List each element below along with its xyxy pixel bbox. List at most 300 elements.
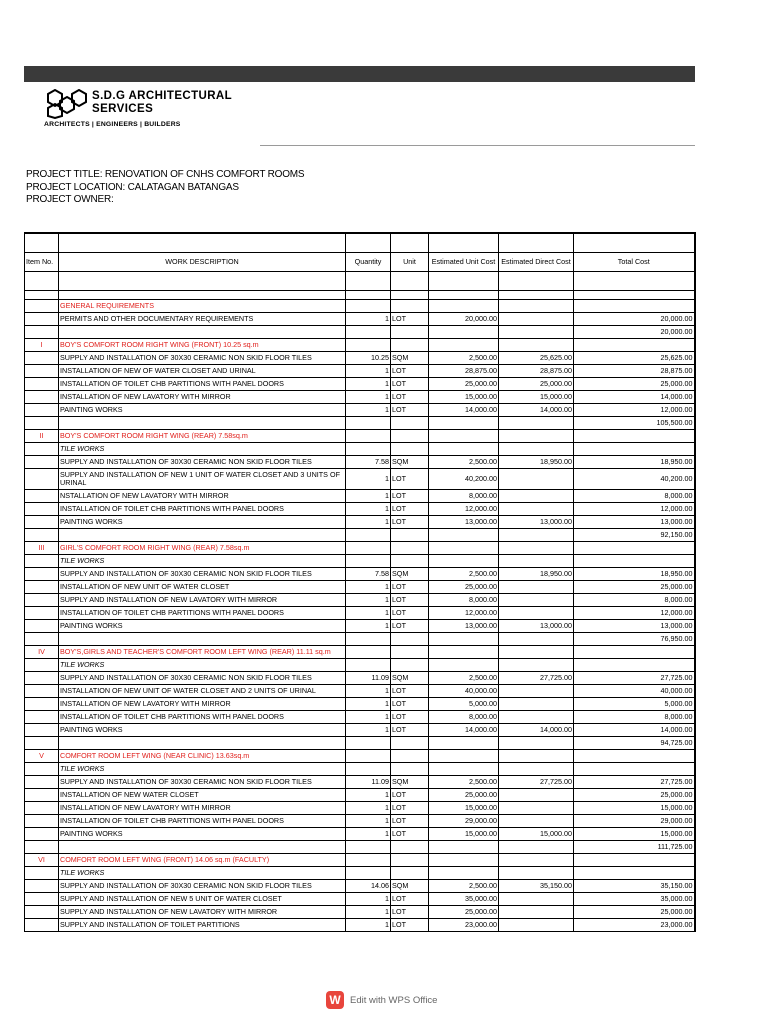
est-unit-cost: 20,000.00 (429, 313, 499, 326)
est-unit-cost: 8,000.00 (429, 711, 499, 724)
est-direct-cost: 28,875.00 (499, 365, 574, 378)
est-direct-cost (499, 594, 574, 607)
work-description: PAINTING WORKS (59, 620, 346, 633)
section-title-row (25, 300, 695, 313)
quantity: 1 (346, 378, 391, 391)
empty-cell (429, 443, 499, 456)
unit: LOT (391, 490, 429, 503)
work-description: INSTALLATION OF TOILET CHB PARTITIONS WITH PANEL DOORS (59, 711, 346, 724)
work-description: INSTALLATION OF TOILET CHB PARTITIONS WITH PANEL DOORS (59, 607, 346, 620)
item-no-cell (25, 568, 59, 581)
empty-cell (574, 443, 695, 456)
item-no-cell (25, 776, 59, 789)
item-no-cell (25, 672, 59, 685)
empty-cell (391, 659, 429, 672)
empty-cell (429, 326, 499, 339)
est-direct-cost (499, 607, 574, 620)
subtotal-row (25, 737, 695, 750)
est-direct-cost (499, 313, 574, 326)
item-no-cell (25, 906, 59, 919)
quantity: 1 (346, 685, 391, 698)
subtotal-row (25, 326, 695, 339)
wps-icon: W (326, 991, 344, 1009)
work-description: PAINTING WORKS (59, 404, 346, 417)
empty-cell (346, 443, 391, 456)
quantity: 1 (346, 607, 391, 620)
est-direct-cost (499, 581, 574, 594)
empty-cell (429, 867, 499, 880)
est-direct-cost (499, 490, 574, 503)
empty-cell (574, 300, 695, 313)
table-row (25, 503, 695, 516)
quantity: 11.09 (346, 776, 391, 789)
header-bar (24, 66, 695, 82)
empty-cell (346, 659, 391, 672)
est-direct-cost (499, 711, 574, 724)
empty-cell (499, 417, 574, 430)
quantity: 1 (346, 711, 391, 724)
table-row (25, 672, 695, 685)
empty-cell (346, 300, 391, 313)
empty-cell (346, 542, 391, 555)
empty-cell (499, 339, 574, 352)
item-no-cell (25, 724, 59, 737)
unit: SQM (391, 456, 429, 469)
item-no-cell (25, 352, 59, 365)
work-description: SUPPLY AND INSTALLATION OF 30X30 CERAMIC NON SKID FLOOR TILES (59, 776, 346, 789)
est-direct-cost: 25,000.00 (499, 378, 574, 391)
empty-cell (429, 430, 499, 443)
empty-cell (499, 841, 574, 854)
empty-cell (391, 750, 429, 763)
empty-cell (391, 555, 429, 568)
empty-cell (429, 529, 499, 542)
empty-cell (429, 750, 499, 763)
empty-cell (346, 326, 391, 339)
work-description: SUPPLY AND INSTALLATION OF NEW 1 UNIT OF WATER CLOSET AND 3 UNITS OF URINAL (59, 469, 346, 490)
empty-cell (346, 417, 391, 430)
est-unit-cost: 12,000.00 (429, 503, 499, 516)
table-row (25, 581, 695, 594)
work-description: INSTALLATION OF NEW UNIT OF WATER CLOSET AND 2 UNITS OF URINAL (59, 685, 346, 698)
empty-cell (59, 841, 346, 854)
section-title-row (25, 646, 695, 659)
est-unit-cost: 15,000.00 (429, 802, 499, 815)
item-no-cell (25, 893, 59, 906)
item-no-cell (25, 620, 59, 633)
work-description: SUPPLY AND INSTALLATION OF TOILET PARTITIONS (59, 919, 346, 932)
unit: LOT (391, 724, 429, 737)
work-description: PAINTING WORKS (59, 724, 346, 737)
total-cost: 27,725.00 (574, 672, 695, 685)
quantity: 1 (346, 516, 391, 529)
table-row (25, 802, 695, 815)
item-no: I (25, 339, 59, 352)
empty-cell (391, 430, 429, 443)
subheading-row (25, 763, 695, 776)
section-title-row (25, 542, 695, 555)
unit: LOT (391, 893, 429, 906)
est-direct-cost: 13,000.00 (499, 516, 574, 529)
item-no-cell (25, 880, 59, 893)
table-row (25, 456, 695, 469)
total-cost: 8,000.00 (574, 594, 695, 607)
divider (260, 145, 695, 146)
est-direct-cost: 18,950.00 (499, 568, 574, 581)
est-unit-cost: 2,500.00 (429, 776, 499, 789)
table-row (25, 919, 695, 932)
header-est-direct-cost: Estimated Direct Cost (499, 253, 574, 272)
subheading-row (25, 659, 695, 672)
est-direct-cost (499, 698, 574, 711)
work-description: SUPPLY AND INSTALLATION OF 30X30 CERAMIC NON SKID FLOOR TILES (59, 456, 346, 469)
empty-cell (574, 339, 695, 352)
item-no-cell (25, 698, 59, 711)
est-unit-cost: 40,000.00 (429, 685, 499, 698)
est-unit-cost: 2,500.00 (429, 568, 499, 581)
quantity: 11.09 (346, 672, 391, 685)
table-row (25, 828, 695, 841)
unit: LOT (391, 711, 429, 724)
work-description: SUPPLY AND INSTALLATION OF NEW 5 UNIT OF WATER CLOSET (59, 893, 346, 906)
item-no: V (25, 750, 59, 763)
subtotal-row (25, 529, 695, 542)
empty-cell (499, 750, 574, 763)
est-unit-cost: 15,000.00 (429, 391, 499, 404)
empty-cell (59, 737, 346, 750)
item-no-cell (25, 828, 59, 841)
empty-cell (429, 633, 499, 646)
section-title-row (25, 339, 695, 352)
est-unit-cost: 2,500.00 (429, 352, 499, 365)
table-row (25, 880, 695, 893)
est-direct-cost (499, 893, 574, 906)
empty-cell (499, 867, 574, 880)
empty-cell (574, 854, 695, 867)
total-cost: 12,000.00 (574, 503, 695, 516)
empty-cell (499, 430, 574, 443)
unit: LOT (391, 698, 429, 711)
table-row (25, 620, 695, 633)
total-cost: 35,150.00 (574, 880, 695, 893)
item-no: IV (25, 646, 59, 659)
header-row (25, 233, 695, 253)
item-no-cell (25, 300, 59, 313)
empty-cell (391, 339, 429, 352)
table-row (25, 391, 695, 404)
item-no-cell (25, 456, 59, 469)
subtotal-value: 94,725.00 (574, 737, 695, 750)
unit: LOT (391, 594, 429, 607)
section-title: BOY'S COMFORT ROOM RIGHT WING (REAR) 7.58sq.m (59, 430, 346, 443)
item-no-cell (25, 391, 59, 404)
work-description: INSTALLATION OF NEW UNIT OF WATER CLOSET (59, 581, 346, 594)
empty-cell (429, 300, 499, 313)
company-logo (44, 88, 244, 134)
subheading: TILE WORKS (59, 867, 346, 880)
header-work-description: WORK DESCRIPTION (59, 253, 346, 272)
unit: LOT (391, 378, 429, 391)
table-row (25, 607, 695, 620)
quantity: 1 (346, 724, 391, 737)
unit: LOT (391, 607, 429, 620)
est-unit-cost: 12,000.00 (429, 607, 499, 620)
total-cost: 25,000.00 (574, 581, 695, 594)
unit: SQM (391, 776, 429, 789)
empty-cell (574, 750, 695, 763)
item-no-cell (25, 711, 59, 724)
est-direct-cost: 27,725.00 (499, 776, 574, 789)
est-direct-cost (499, 503, 574, 516)
work-description: SUPPLY AND INSTALLATION OF NEW LAVATORY WITH MIRROR (59, 906, 346, 919)
empty-cell (25, 291, 59, 300)
subtotal-row (25, 633, 695, 646)
est-unit-cost: 13,000.00 (429, 516, 499, 529)
empty-cell (346, 555, 391, 568)
est-unit-cost: 8,000.00 (429, 594, 499, 607)
work-description: INSTALLATION OF NEW LAVATORY WITH MIRROR (59, 391, 346, 404)
empty-cell (429, 737, 499, 750)
item-no-cell (25, 802, 59, 815)
total-cost: 12,000.00 (574, 404, 695, 417)
est-unit-cost: 2,500.00 (429, 672, 499, 685)
est-unit-cost: 13,000.00 (429, 620, 499, 633)
empty-cell (574, 763, 695, 776)
est-direct-cost (499, 685, 574, 698)
project-owner: PROJECT OWNER: (26, 194, 114, 205)
total-cost: 18,950.00 (574, 568, 695, 581)
quantity: 1 (346, 620, 391, 633)
empty-cell (59, 417, 346, 430)
unit: SQM (391, 672, 429, 685)
quantity: 1 (346, 404, 391, 417)
quantity: 1 (346, 919, 391, 932)
empty-cell (346, 737, 391, 750)
quantity: 1 (346, 789, 391, 802)
total-cost: 27,725.00 (574, 776, 695, 789)
est-direct-cost: 15,000.00 (499, 391, 574, 404)
total-cost: 25,000.00 (574, 789, 695, 802)
table-row (25, 685, 695, 698)
empty-cell (391, 417, 429, 430)
section-title: GENERAL REQUIREMENTS (59, 300, 346, 313)
header-item-no: Item No. (25, 253, 59, 272)
total-cost: 8,000.00 (574, 490, 695, 503)
est-unit-cost: 25,000.00 (429, 906, 499, 919)
est-unit-cost: 23,000.00 (429, 919, 499, 932)
table-row (25, 906, 695, 919)
est-direct-cost: 14,000.00 (499, 724, 574, 737)
subtotal-value: 20,000.00 (574, 326, 695, 339)
empty-cell (346, 633, 391, 646)
est-unit-cost: 25,000.00 (429, 789, 499, 802)
subtotal-value: 92,150.00 (574, 529, 695, 542)
item-no-cell (25, 685, 59, 698)
empty-cell (346, 291, 391, 300)
table-row (25, 469, 695, 490)
est-direct-cost: 15,000.00 (499, 828, 574, 841)
table-row (25, 568, 695, 581)
item-no-cell (25, 789, 59, 802)
section-title: BOY'S COMFORT ROOM RIGHT WING (FRONT) 10.25 sq.m (59, 339, 346, 352)
subtotal-value: 76,950.00 (574, 633, 695, 646)
est-direct-cost (499, 802, 574, 815)
total-cost: 12,000.00 (574, 607, 695, 620)
empty-cell (574, 555, 695, 568)
bill-of-quantities-table (24, 232, 696, 932)
quantity: 7.58 (346, 568, 391, 581)
table-row (25, 711, 695, 724)
empty-cell (429, 659, 499, 672)
quantity: 1 (346, 906, 391, 919)
unit: LOT (391, 516, 429, 529)
empty-cell (429, 646, 499, 659)
empty-cell (346, 339, 391, 352)
est-unit-cost: 15,000.00 (429, 828, 499, 841)
total-cost: 14,000.00 (574, 391, 695, 404)
unit: LOT (391, 313, 429, 326)
quantity: 1 (346, 391, 391, 404)
empty-cell (429, 339, 499, 352)
quantity: 7.58 (346, 456, 391, 469)
subheading-row (25, 555, 695, 568)
est-direct-cost (499, 815, 574, 828)
quantity: 1 (346, 828, 391, 841)
section-title: BOY'S,GIRLS AND TEACHER'S COMFORT ROOM LEFT WING (REAR) 11.11 sq.m (59, 646, 346, 659)
est-unit-cost: 25,000.00 (429, 581, 499, 594)
est-unit-cost: 14,000.00 (429, 724, 499, 737)
table-row (25, 490, 695, 503)
section-title-row (25, 750, 695, 763)
header-est-unit-cost: Estimated Unit Cost (429, 253, 499, 272)
est-direct-cost (499, 469, 574, 490)
item-no-cell (25, 469, 59, 490)
section-title: COMFORT ROOM LEFT WING (FRONT) 14.06 sq.m (FACULTY) (59, 854, 346, 867)
empty-cell (391, 841, 429, 854)
quantity: 1 (346, 893, 391, 906)
item-no-cell (25, 443, 59, 456)
wps-label: Edit with WPS Office (350, 994, 438, 1006)
empty-cell (346, 646, 391, 659)
empty-cell (346, 854, 391, 867)
subheading: TILE WORKS (59, 555, 346, 568)
unit: LOT (391, 365, 429, 378)
item-no-cell (25, 815, 59, 828)
quantity: 1 (346, 469, 391, 490)
est-direct-cost (499, 789, 574, 802)
empty-cell (499, 646, 574, 659)
work-description: SUPPLY AND INSTALLATION OF 30X30 CERAMIC NON SKID FLOOR TILES (59, 352, 346, 365)
unit: LOT (391, 685, 429, 698)
empty-cell (59, 633, 346, 646)
table-row (25, 404, 695, 417)
wps-watermark[interactable] (326, 991, 437, 1009)
empty-cell (499, 737, 574, 750)
table-row (25, 789, 695, 802)
unit: LOT (391, 404, 429, 417)
total-cost: 15,000.00 (574, 828, 695, 841)
item-no: II (25, 430, 59, 443)
empty-cell (499, 326, 574, 339)
est-unit-cost: 29,000.00 (429, 815, 499, 828)
item-no-cell (25, 581, 59, 594)
header-unit: Unit (391, 253, 429, 272)
empty-cell (429, 555, 499, 568)
item-no-cell (25, 313, 59, 326)
company-tagline: ARCHITECTS | ENGINEERS | BUILDERS (44, 121, 181, 128)
item-no-cell (25, 490, 59, 503)
est-unit-cost: 40,200.00 (429, 469, 499, 490)
empty-cell (25, 529, 59, 542)
empty-cell (574, 646, 695, 659)
total-cost: 40,200.00 (574, 469, 695, 490)
empty-cell (429, 763, 499, 776)
empty-cell (25, 417, 59, 430)
est-direct-cost: 13,000.00 (499, 620, 574, 633)
table-row (25, 776, 695, 789)
est-direct-cost (499, 919, 574, 932)
subheading-row (25, 443, 695, 456)
total-cost: 23,000.00 (574, 919, 695, 932)
est-unit-cost: 28,875.00 (429, 365, 499, 378)
table-row (25, 516, 695, 529)
quantity: 1 (346, 365, 391, 378)
total-cost: 40,000.00 (574, 685, 695, 698)
empty-cell (59, 529, 346, 542)
empty-cell (429, 291, 499, 300)
total-cost: 5,000.00 (574, 698, 695, 711)
quantity: 14.06 (346, 880, 391, 893)
empty-cell (25, 633, 59, 646)
section-title: GIRL'S COMFORT ROOM RIGHT WING (REAR) 7.58sq.m (59, 542, 346, 555)
item-no-cell (25, 365, 59, 378)
est-direct-cost: 35,150.00 (499, 880, 574, 893)
est-direct-cost: 14,000.00 (499, 404, 574, 417)
empty-cell (346, 529, 391, 542)
est-direct-cost: 25,625.00 (499, 352, 574, 365)
total-cost: 25,000.00 (574, 906, 695, 919)
unit: LOT (391, 469, 429, 490)
table-row (25, 594, 695, 607)
project-location: PROJECT LOCATION: CALATAGAN BATANGAS (26, 181, 239, 193)
item-no-cell (25, 404, 59, 417)
unit: LOT (391, 919, 429, 932)
empty-cell (346, 867, 391, 880)
empty-cell (429, 417, 499, 430)
section-title: COMFORT ROOM LEFT WING (NEAR CLINIC) 13.63sq.m (59, 750, 346, 763)
section-title-row (25, 854, 695, 867)
empty-cell (391, 300, 429, 313)
est-unit-cost: 2,500.00 (429, 456, 499, 469)
empty-cell (574, 659, 695, 672)
subtotal-value: 111,725.00 (574, 841, 695, 854)
empty-cell (391, 867, 429, 880)
empty-cell (499, 542, 574, 555)
table-row (25, 313, 695, 326)
empty-cell (59, 326, 346, 339)
work-description: INSTALLATION OF NEW WATER CLOSET (59, 789, 346, 802)
unit: SQM (391, 568, 429, 581)
empty-cell (499, 555, 574, 568)
empty-cell (499, 291, 574, 300)
est-unit-cost: 8,000.00 (429, 490, 499, 503)
hexagon-logo-icon (44, 89, 90, 119)
unit: LOT (391, 828, 429, 841)
est-unit-cost: 5,000.00 (429, 698, 499, 711)
empty-cell (429, 854, 499, 867)
header-row (25, 253, 695, 272)
item-no-cell (25, 594, 59, 607)
